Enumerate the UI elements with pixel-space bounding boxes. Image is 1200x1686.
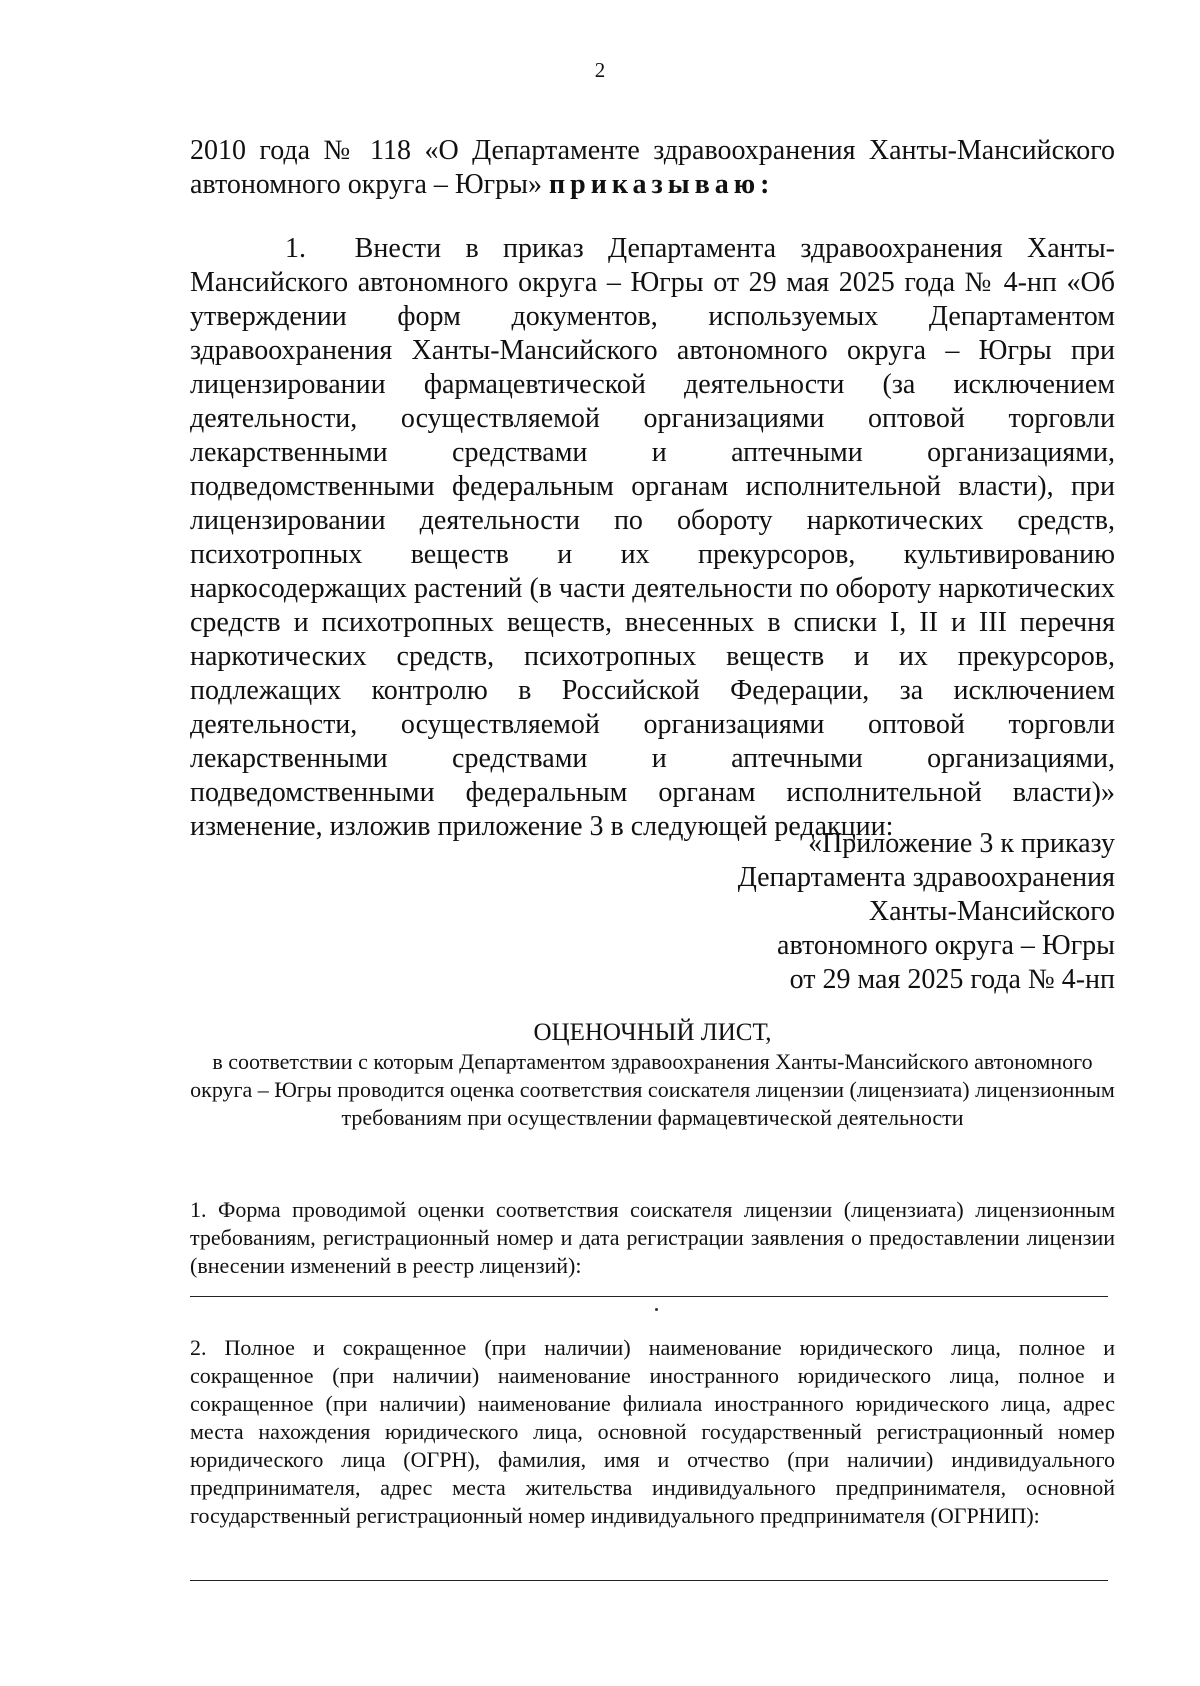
paragraph-1-text: 1. Внести в приказ Департамента здравоохранения Ханты-Мансийского автономного округа – Югры от 29 мая 2025 года № 4-нп «Об утверждении форм документов, используемых Департаментом здравоохранения Ханты-Мансийского автономного округа – Югры при лицензировании фармацевтической деятельности (за исключением деятельности, осуществляемой организациями оптовой торговли лекарственными средствами и аптечными организациями, подведомственными федеральным органам исполнительной власти), при лицензировании деятельности по обороту наркотических средств, психотропных веществ и их прекурсоров, культивированию наркосодержащих растений (в части деятельности по обороту наркотических средств и психотропных веществ, внесенных в списки I, II и III перечня наркотических средств, психотропных веществ и их прекурсоров, подлежащих контролю в Российской Федерации, за исключением деятельности, осуществляемой организациями оптовой торговли лекарственными средствами и аптечными организациями, подведомственными федеральным органам исполнительной власти)» изменение, изложив приложение 3 в следующей редакции: — [190, 233, 1115, 842]
main-paragraph — [190, 232, 1115, 844]
attachment-header — [738, 827, 1115, 997]
intro-paragraph — [190, 134, 1115, 202]
scan-speck — [655, 1308, 658, 1311]
page-number: 2 — [594, 58, 606, 82]
attachment-line-2: Департамента здравоохранения — [737, 862, 1115, 893]
attachment-line-1: «Приложение 3 к приказу — [808, 828, 1115, 859]
order-keyword: приказываю: — [548, 169, 775, 200]
form-item-1 — [190, 1196, 1115, 1280]
intro-text-container — [190, 134, 1115, 202]
form-item-2 — [190, 1334, 1115, 1530]
form-item-2-text: 2. Полное и сокращенное (при наличии) наименование юридического лица, полное и сокращенное (при наличии) наименование иностранного юридического лица, полное и сокращенное (при наличии) наименование филиала иностранного юридического лица, адрес места нахождения юридического лица, основной государственный регистрационный номер юридического лица (ОГРН), фамилия, имя и отчество (при наличии) индивидуального предпринимателя, адрес места жительства индивидуального предпринимателя, основной государственный регистрационный номер индивидуального предпринимателя (ОГРНИП): — [190, 1335, 1115, 1528]
intro-text: 2010 года № 118 «О Департаменте здравоохранения Ханты-Мансийского автономного округа – Югры» — [190, 135, 1115, 200]
form-title: ОЦЕНОЧНЫЙ ЛИСТ, — [533, 1019, 772, 1046]
form-subtitle: в соответствии с которым Департаментом здравоохранения Ханты-Мансийского автономного округа – Югры проводится оценка соответствия соискателя лицензии (лицензиата) лицензионным требованиям при осуществлении фармацевтической деятельности — [190, 1049, 1115, 1130]
fill-in-line-2 — [190, 1580, 1108, 1581]
form-item-1-text: 1. Форма проводимой оценки соответствия соискателя лицензии (лицензиата) лицензионным требованиям, регистрационный номер и дата регистрации заявления о предоставлении лицензии (внесении изменений в реестр лицензий): — [190, 1197, 1115, 1278]
fill-in-line-1 — [190, 1296, 1108, 1297]
attachment-line-5: от 29 мая 2025 года № 4-нп — [789, 964, 1115, 995]
form-title-block — [190, 1018, 1115, 1132]
attachment-line-4: автономного округа – Югры — [777, 930, 1115, 961]
attachment-line-3: Ханты-Мансийского — [868, 896, 1115, 927]
